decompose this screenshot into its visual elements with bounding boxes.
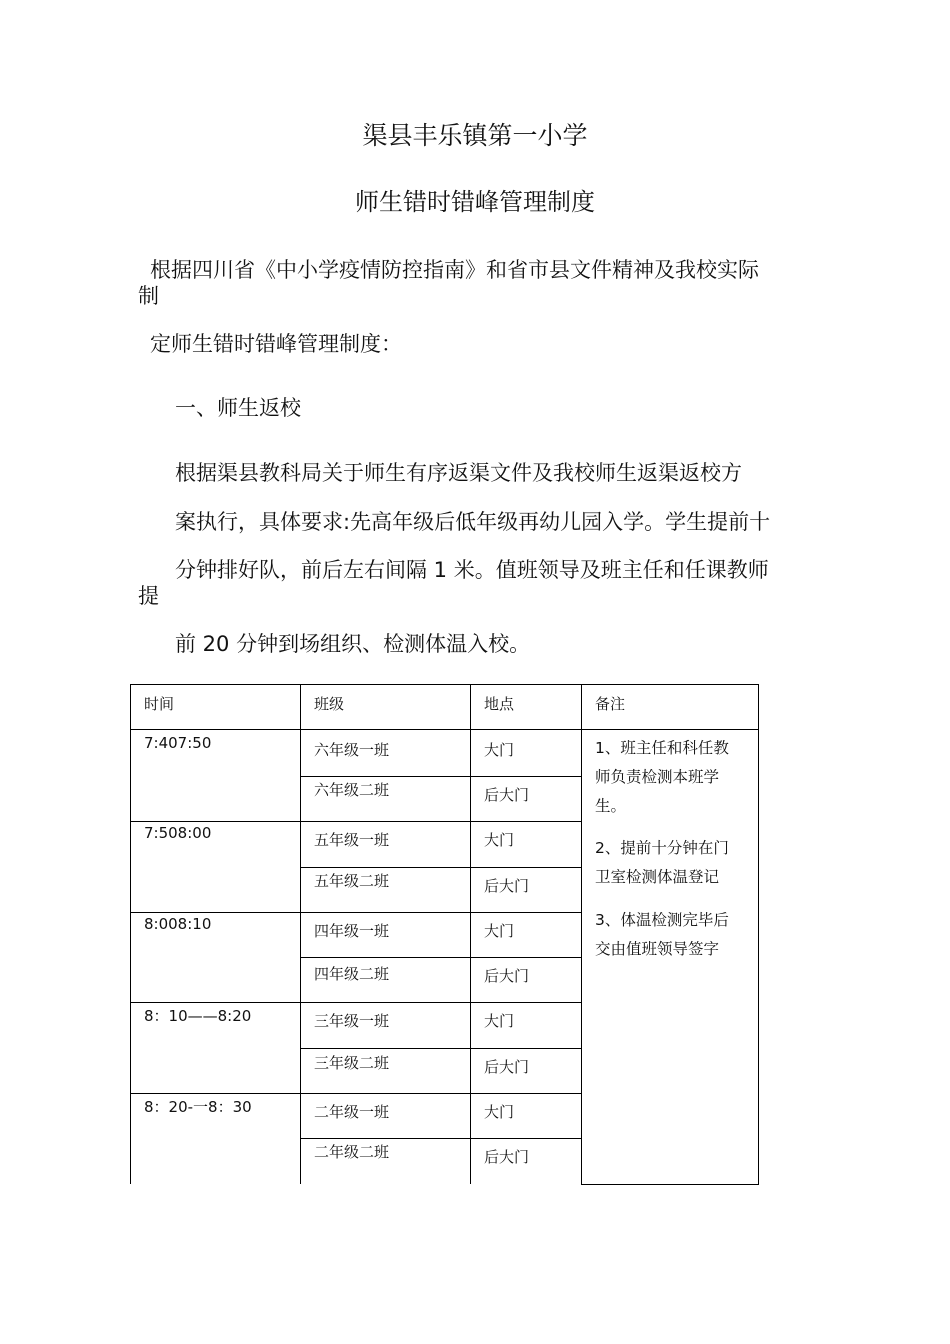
header-time: 时间 <box>144 695 175 713</box>
header-place: 地点 <box>484 695 515 713</box>
table-divider <box>470 684 471 1184</box>
note-2-line-2: 卫室检测体温登记 <box>595 868 720 886</box>
class-cell: 六年级二班 <box>314 781 390 799</box>
class-cell: 三年级二班 <box>314 1054 390 1072</box>
place-cell: 后大门 <box>484 1058 530 1076</box>
body-line-3-wrap: 提 <box>138 584 159 608</box>
note-3-line-2: 交由值班领导签字 <box>595 940 720 958</box>
school-name: 渠县丰乐镇第一小学 <box>362 121 588 150</box>
place-cell: 大门 <box>484 1012 515 1030</box>
body-line-4: 前 20 分钟到场组织、检测体温入校。 <box>175 632 531 656</box>
note-1 <box>595 734 755 821</box>
table-divider <box>130 821 581 822</box>
table-border <box>758 684 759 1185</box>
time-cell: 8：10——8:20 <box>144 1007 252 1025</box>
note-3-line-1: 3、体温检测完毕后 <box>595 911 729 929</box>
table-divider <box>130 1093 581 1094</box>
header-class: 班级 <box>314 695 345 713</box>
note-2-line-1: 2、提前十分钟在门 <box>595 839 729 857</box>
place-cell: 大门 <box>484 922 515 940</box>
body-line-1: 根据渠县教科局关于师生有序返渠文件及我校师生返渠返校方 <box>175 461 742 485</box>
table-divider <box>581 684 582 1184</box>
class-cell: 三年级一班 <box>314 1012 390 1030</box>
section-heading: 一、师生返校 <box>175 396 301 420</box>
note-1-line-1: 1、班主任和科任教 <box>595 739 729 757</box>
table-border <box>130 684 131 1184</box>
table-divider <box>300 684 301 1184</box>
table-divider <box>300 867 581 868</box>
time-cell: 8：20-一8：30 <box>144 1098 252 1116</box>
table-border <box>130 684 759 685</box>
time-cell: 8:008:10 <box>144 915 212 933</box>
table-divider <box>300 1048 581 1049</box>
intro-line-1-wrap: 制 <box>138 284 159 308</box>
class-cell: 二年级二班 <box>314 1143 390 1161</box>
body-line-2: 案执行，具体要求:先高年级后低年级再幼儿园入学。学生提前十 <box>175 510 771 534</box>
table-divider <box>130 1002 581 1003</box>
intro-line-2: 定师生错时错峰管理制度： <box>150 332 402 356</box>
time-cell: 7:407:50 <box>144 734 212 752</box>
class-cell: 四年级二班 <box>314 965 390 983</box>
note-1-line-3: 生。 <box>595 797 627 815</box>
class-cell: 五年级一班 <box>314 831 390 849</box>
body-line-3: 分钟排好队，前后左右间隔 1 米。值班领导及班主任和任课教师 <box>175 558 769 582</box>
note-1-line-2: 师负责检测本班学 <box>595 768 720 786</box>
place-cell: 大门 <box>484 741 515 759</box>
document-title: 师生错时错峰管理制度 <box>355 188 595 216</box>
class-cell: 四年级一班 <box>314 922 390 940</box>
place-cell: 后大门 <box>484 967 530 985</box>
time-cell: 7:508:00 <box>144 824 212 842</box>
table-divider <box>130 912 581 913</box>
class-cell: 五年级二班 <box>314 872 390 890</box>
table-border <box>581 1184 759 1185</box>
table-divider <box>300 1138 581 1139</box>
note-2 <box>595 834 755 892</box>
place-cell: 后大门 <box>484 786 530 804</box>
class-cell: 二年级一班 <box>314 1103 390 1121</box>
header-notes: 备注 <box>595 695 626 713</box>
class-cell: 六年级一班 <box>314 741 390 759</box>
note-3 <box>595 906 755 964</box>
place-cell: 大门 <box>484 831 515 849</box>
place-cell: 后大门 <box>484 1148 530 1166</box>
place-cell: 大门 <box>484 1103 515 1121</box>
place-cell: 后大门 <box>484 877 530 895</box>
table-divider <box>130 729 759 730</box>
table-divider <box>300 776 581 777</box>
intro-line-1: 根据四川省《中小学疫情防控指南》和省市县文件精神及我校实际 <box>150 258 759 282</box>
table-divider <box>300 957 581 958</box>
